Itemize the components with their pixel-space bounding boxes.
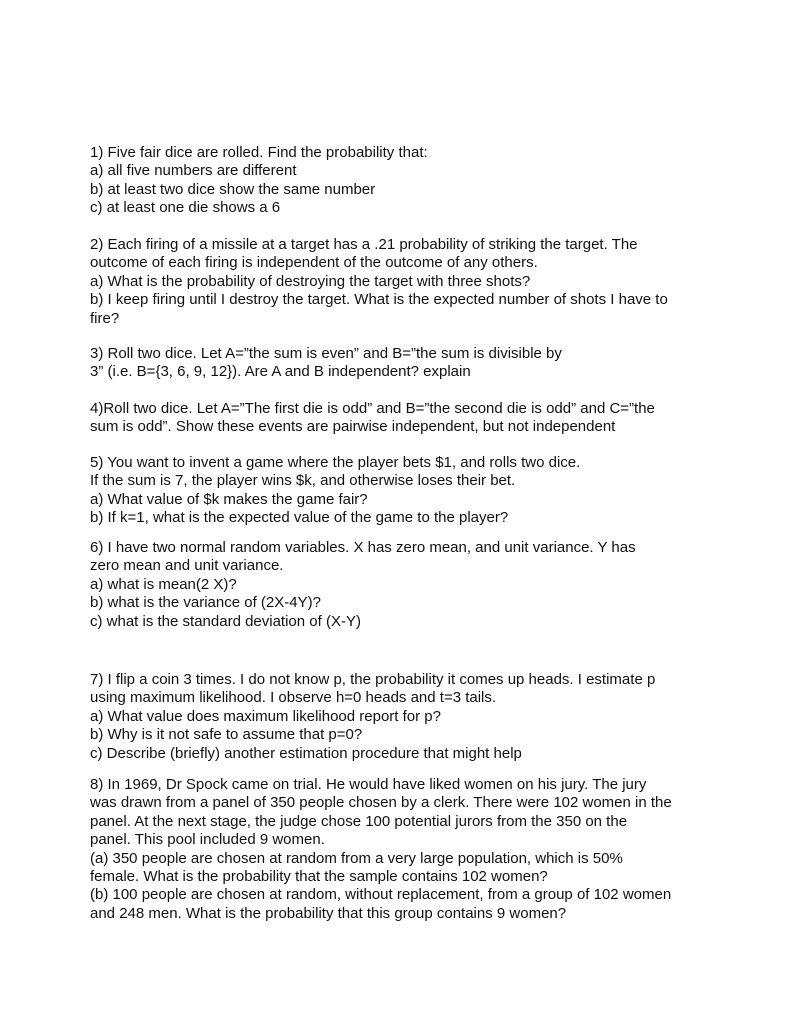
text-line: 4)Roll two dice. Let A=”The first die is odd” and B=”the second die is odd” and C=”the (90, 400, 655, 417)
text-line: 7) I flip a coin 3 times. I do not know p, the probability it comes up heads. I estimate p (90, 671, 656, 688)
text-line: If the sum is 7, the player wins $k, and otherwise loses their bet. (90, 472, 516, 490)
question-1 (90, 144, 730, 218)
text-line: and 248 men. What is the probability that this group contains 9 women? (90, 904, 567, 922)
text-line: 2) Each firing of a missile at a target has a .21 probability of striking the target. The (90, 236, 638, 253)
text-line: zero mean and unit variance. (90, 557, 284, 575)
text-line: a) What value of $k makes the game fair? (90, 490, 368, 508)
question-3 (90, 345, 730, 382)
text-line: b) what is the variance of (2X-4Y)? (90, 594, 321, 612)
question-4 (90, 400, 730, 437)
text-line: a) What is the probability of destroying the target with three shots? (90, 272, 531, 290)
text-line: 1) Five fair dice are rolled. Find the probability that: (90, 144, 428, 161)
question-2 (90, 236, 730, 328)
text-line: a) all five numbers are different (90, 162, 297, 180)
text-line: b) Why is it not safe to assume that p=0? (90, 726, 363, 744)
text-line: b) If k=1, what is the expected value of the game to the player? (90, 509, 509, 527)
text-line: a) What value does maximum likelihood report for p? (90, 707, 441, 725)
text-line: c) at least one die shows a 6 (90, 199, 281, 217)
text-line: 8) In 1969, Dr Spock came on trial. He would have liked women on his jury. The jury (90, 776, 647, 793)
question-6 (90, 539, 730, 631)
text-line: c) Describe (briefly) another estimation procedure that might help (90, 744, 522, 762)
text-line: 3” (i.e. B={3, 6, 9, 12}). Are A and B independent? explain (90, 363, 471, 381)
text-line: sum is odd”. Show these events are pairwise independent, but not independent (90, 418, 616, 436)
text-line: (b) 100 people are chosen at random, without replacement, from a group of 102 women (90, 886, 672, 904)
text-line: (a) 350 people are chosen at random from a very large population, which is 50% (90, 849, 623, 867)
question-7 (90, 671, 730, 763)
text-line: using maximum likelihood. I observe h=0 heads and t=3 tails. (90, 689, 497, 707)
text-line: 3) Roll two dice. Let A=”the sum is even” and B=”the sum is divisible by (90, 345, 562, 362)
text-line: female. What is the probability that the sample contains 102 women? (90, 868, 548, 886)
text-line: outcome of each firing is independent of the outcome of any others. (90, 254, 538, 272)
text-line: panel. This pool included 9 women. (90, 831, 325, 849)
text-line: was drawn from a panel of 350 people chosen by a clerk. There were 102 women in the (90, 794, 672, 812)
question-8 (90, 776, 730, 923)
text-line: b) at least two dice show the same number (90, 180, 376, 198)
text-line: c) what is the standard deviation of (X-Y) (90, 612, 361, 630)
question-5 (90, 454, 730, 528)
text-line: fire? (90, 309, 120, 327)
text-line: 5) You want to invent a game where the player bets $1, and rolls two dice. (90, 454, 581, 471)
text-line: 6) I have two normal random variables. X has zero mean, and unit variance. Y has (90, 539, 636, 556)
text-line: a) what is mean(2 X)? (90, 575, 237, 593)
text-line: panel. At the next stage, the judge chose 100 potential jurors from the 350 on the (90, 812, 628, 830)
text-line: b) I keep firing until I destroy the target. What is the expected number of shots I have to (90, 291, 668, 309)
